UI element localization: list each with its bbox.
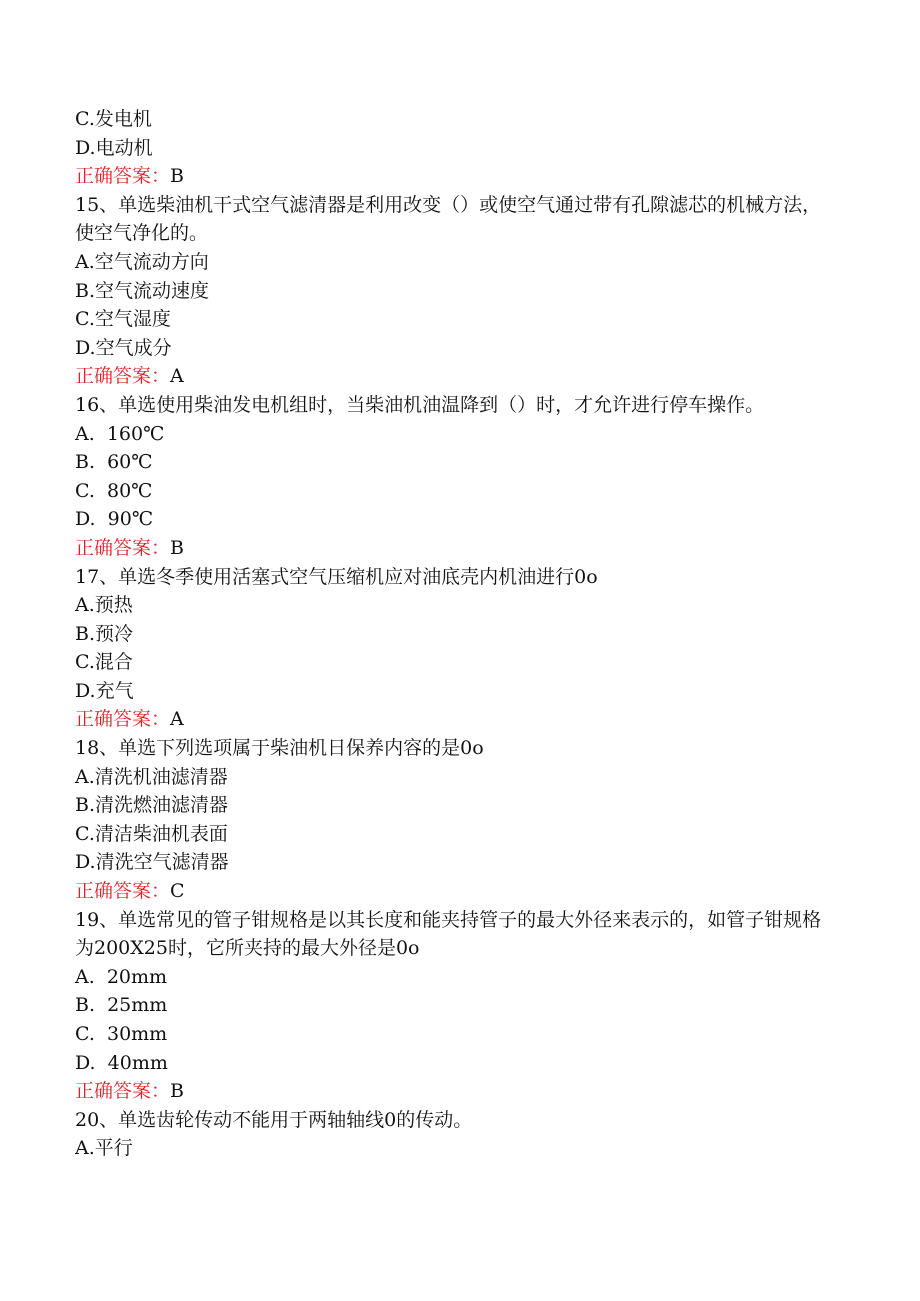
option-text: C. 30mm [75,1023,168,1045]
answer-value: A [170,708,184,731]
question-text: 19、单选常见的管子钳规格是以其长度和能夹持管子的最大外径来表示的，如管子钳规格为200X25时，它所夹持的最大外径是0o [75,908,822,960]
answer-line [75,362,835,391]
answer-line [75,1077,835,1106]
answer-value: B [170,165,184,188]
question-text: 20、单选齿轮传动不能用于两轴轴线0的传动。 [75,1108,473,1131]
answer-line [75,705,835,734]
option-text: D.电动机 [75,136,153,159]
answer-line [75,534,835,563]
answer-label: 正确答案： [75,880,171,903]
option-text: B.预冷 [75,622,134,645]
option-text: B.清洗燃油滤清器 [75,794,229,817]
option-text: B.空气流动速度 [75,279,210,302]
option-text: B. 60℃ [75,451,153,474]
answer-label: 正确答案： [75,708,171,731]
option-text: A. 20mm [75,965,168,988]
option-text: A.平行 [75,1137,133,1160]
option-text: C.混合 [75,651,133,674]
answer-label: 正确答案： [75,536,171,559]
answer-line [75,877,835,906]
option-text: C.发电机 [75,108,152,130]
option-text: A.空气流动方向 [75,250,209,273]
answer-label: 正确答案： [75,1080,171,1103]
document-page [75,105,835,1163]
answer-value: C [170,880,185,903]
option-text: D.充气 [75,679,134,702]
option-text: D.清洗空气滤清器 [75,851,229,874]
option-text: C.空气湿度 [75,308,171,331]
question-text: 15、单选柴油机干式空气滤清器是利用改变（）或使空气通过带有孔隙滤芯的机械方法，使空气净化的。 [75,193,822,245]
answer-label: 正确答案： [75,365,171,388]
option-text: A. 160℃ [75,422,165,445]
answer-line [75,162,835,191]
option-text: B. 25mm [75,994,168,1017]
option-text: A.预热 [75,594,133,617]
question-text: 16、单选使用柴油发电机组时，当柴油机油温降到（）时，才允许进行停车操作。 [75,393,765,416]
question-text: 17、单选冬季使用活塞式空气压缩机应对油底壳内机油进行0o [75,565,598,588]
option-text: D.空气成分 [75,336,172,359]
option-text: C. 80℃ [75,479,153,502]
option-text: D. 40mm [75,1051,168,1074]
option-text: C.清洁柴油机表面 [75,822,228,845]
answer-value: B [170,1080,184,1103]
question-text: 18、单选下列选项属于柴油机日保养内容的是0o [75,737,484,760]
answer-value: A [170,365,184,388]
answer-label: 正确答案： [75,165,171,188]
option-text: A.清洗机油滤清器 [75,765,228,788]
option-text: D. 90℃ [75,508,154,531]
answer-value: B [170,536,184,559]
